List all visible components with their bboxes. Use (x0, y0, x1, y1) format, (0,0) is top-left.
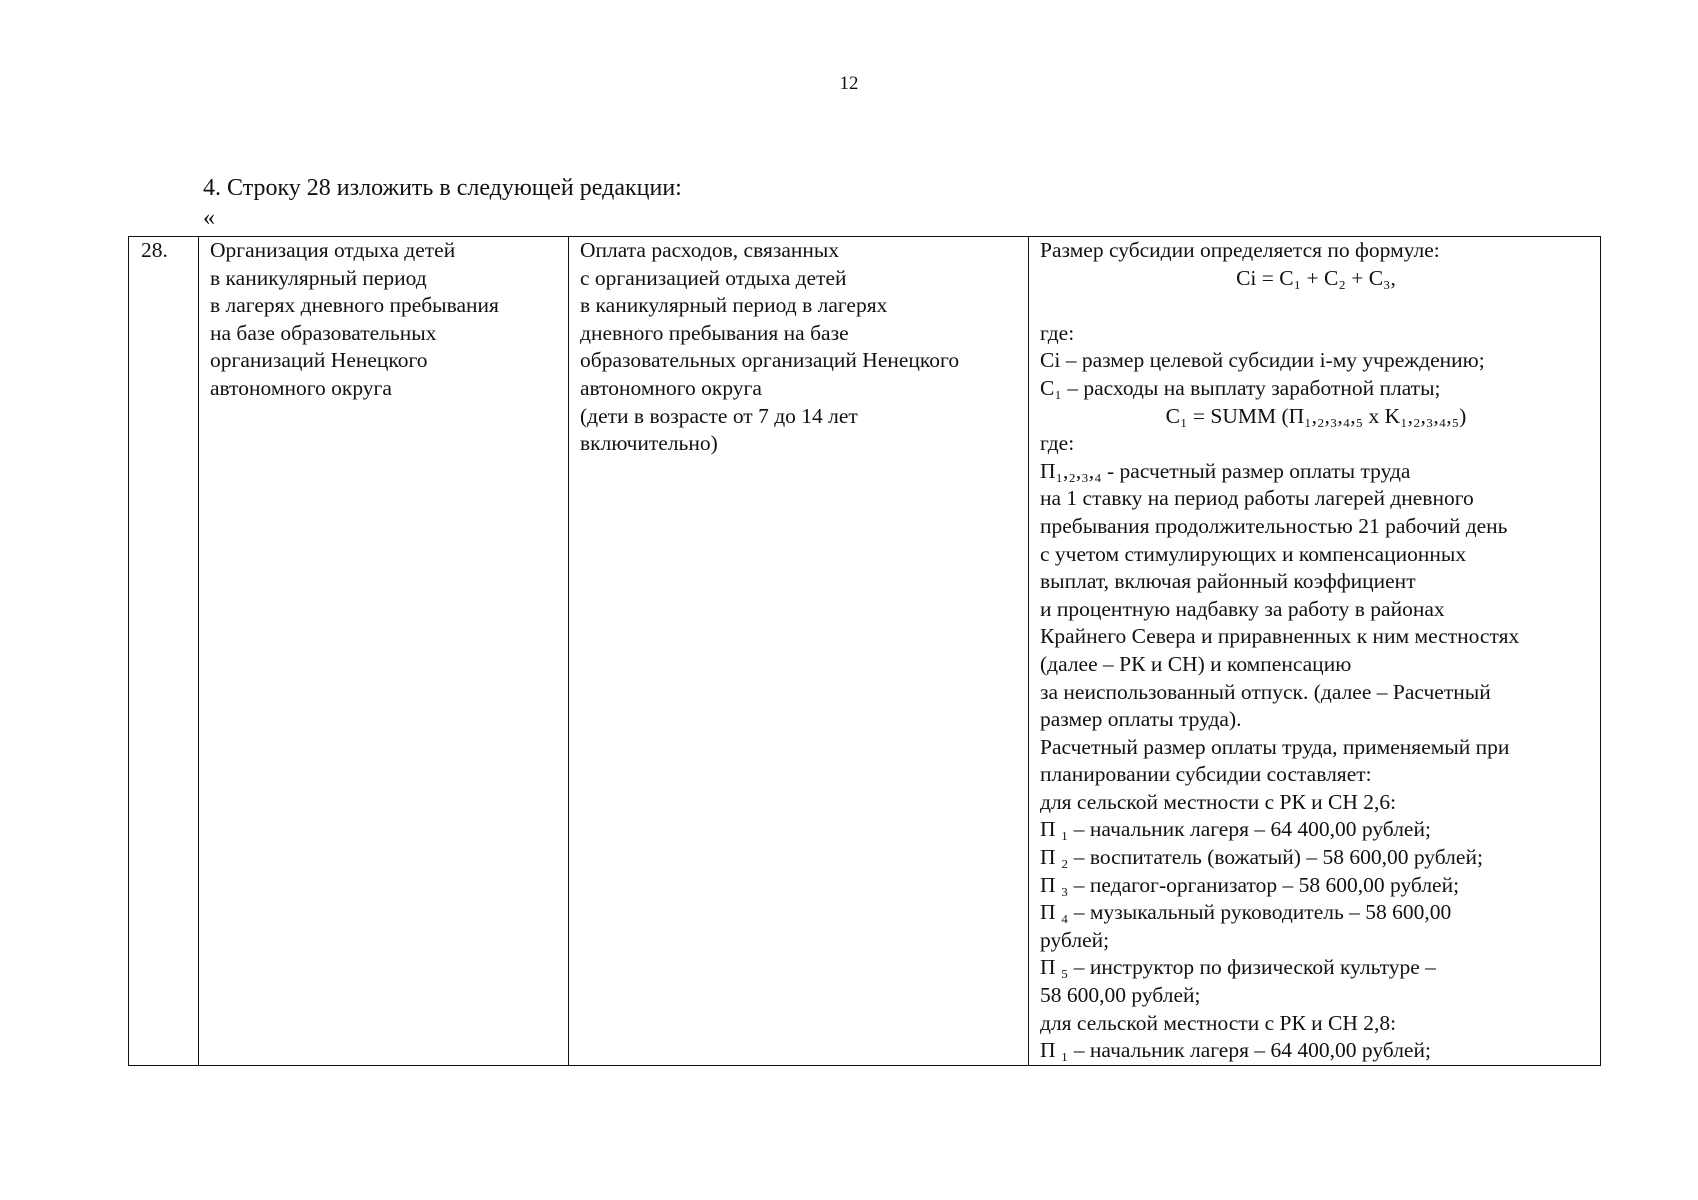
formula-text-line: выплат, включая районный коэффициент (1040, 569, 1416, 594)
formula-text-line: П ₃ – педагог-организатор – 58 600,00 рублей; (1040, 872, 1460, 897)
formula-text-line: для сельской местности с РК и СН 2,6: (1040, 789, 1397, 814)
formula-text-line: П ₂ – воспитатель (вожатый) – 58 600,00 рублей; (1040, 845, 1483, 870)
formula-text-line: Расчетный размер оплаты труда, применяемый при (1040, 734, 1510, 759)
formula-text-line: за неиспользованный отпуск. (далее – Расчетный (1040, 679, 1491, 704)
formula-text-line: и процентную надбавку за работу в районах (1040, 596, 1445, 621)
payment-purpose-line: (дети в возрасте от 7 до 14 лет (580, 403, 858, 428)
payment-purpose-line: включительно) (580, 431, 718, 456)
table-row (129, 237, 1601, 1066)
formula-text-line: П ₅ – инструктор по физической культуре – (1040, 955, 1436, 980)
payment-purpose-line: Оплата расходов, связанных (580, 238, 840, 262)
where-label: где: (1040, 320, 1075, 345)
amendment-table (128, 236, 1601, 1066)
blank-line (1040, 292, 1592, 320)
activity-name-line: на базе образовательных (210, 320, 437, 345)
row-number: 28. (141, 238, 168, 262)
formula-text-line: П ₄ – музыкальный руководитель – 58 600,00 (1040, 900, 1452, 925)
formula-text-line: рублей; (1040, 927, 1110, 952)
formula-text-line: (далее – РК и СН) и компенсацию (1040, 651, 1352, 676)
formula-cell (1029, 237, 1601, 1066)
c1-definition: C₁ – расходы на выплату заработной платы; (1040, 375, 1441, 400)
payment-purpose-cell (569, 237, 1029, 1066)
activity-name-line: автономного округа (210, 375, 392, 400)
ci-definition: Ci – размер целевой субсидии i-му учреждению; (1040, 348, 1485, 373)
formula-text-line: П ₁ – начальник лагеря – 64 400,00 рублей; (1040, 1038, 1431, 1063)
formula-text-line: П₁,₂,₃,₄ - расчетный размер оплаты труда (1040, 458, 1411, 483)
formula-text-line: пребывания продолжительностью 21 рабочий день (1040, 513, 1508, 538)
formula-text-line: 58 600,00 рублей; (1040, 983, 1201, 1008)
amendment-instruction: 4. Строку 28 изложить в следующей редакции: (203, 175, 682, 201)
where-label: где: (1040, 431, 1075, 456)
formula-text-line: для сельской местности с РК и СН 2,8: (1040, 1010, 1397, 1035)
activity-name-line: организаций Ненецкого (210, 348, 428, 373)
formula-text-line: с учетом стимулирующих и компенсационных (1040, 541, 1467, 566)
payment-purpose-line: автономного округа (580, 375, 762, 400)
activity-name-line: в каникулярный период (210, 265, 427, 290)
payment-purpose-line: в каникулярный период в лагерях (580, 293, 888, 318)
main-formula: Ci = C₁ + C₂ + C₃, (1236, 265, 1396, 290)
c1-formula: C₁ = SUMM (П₁,₂,₃,₄,₅ x K₁,₂,₃,₄,₅) (1165, 403, 1467, 428)
formula-text-line: Крайнего Севера и приравненных к ним местностях (1040, 624, 1520, 649)
formula-text-line: П ₁ – начальник лагеря – 64 400,00 рублей; (1040, 817, 1431, 842)
payment-purpose-line: образовательных организаций Ненецкого (580, 348, 960, 373)
payment-purpose-line: дневного пребывания на базе (580, 320, 849, 345)
opening-quote-mark: « (203, 205, 215, 231)
row-number-cell (129, 237, 199, 1066)
formula-intro: Размер субсидии определяется по формуле: (1040, 238, 1440, 262)
formula-text-line: на 1 ставку на период работы лагерей дневного (1040, 486, 1474, 511)
formula-text-line: размер оплаты труда). (1040, 707, 1242, 732)
page-number: 12 (839, 73, 859, 94)
payment-purpose-line: с организацией отдыха детей (580, 265, 847, 290)
formula-text-line: планировании субсидии составляет: (1040, 762, 1372, 787)
activity-name-cell (199, 237, 569, 1066)
activity-name-line: в лагерях дневного пребывания (210, 293, 499, 318)
activity-name-line: Организация отдыха детей (210, 238, 456, 262)
